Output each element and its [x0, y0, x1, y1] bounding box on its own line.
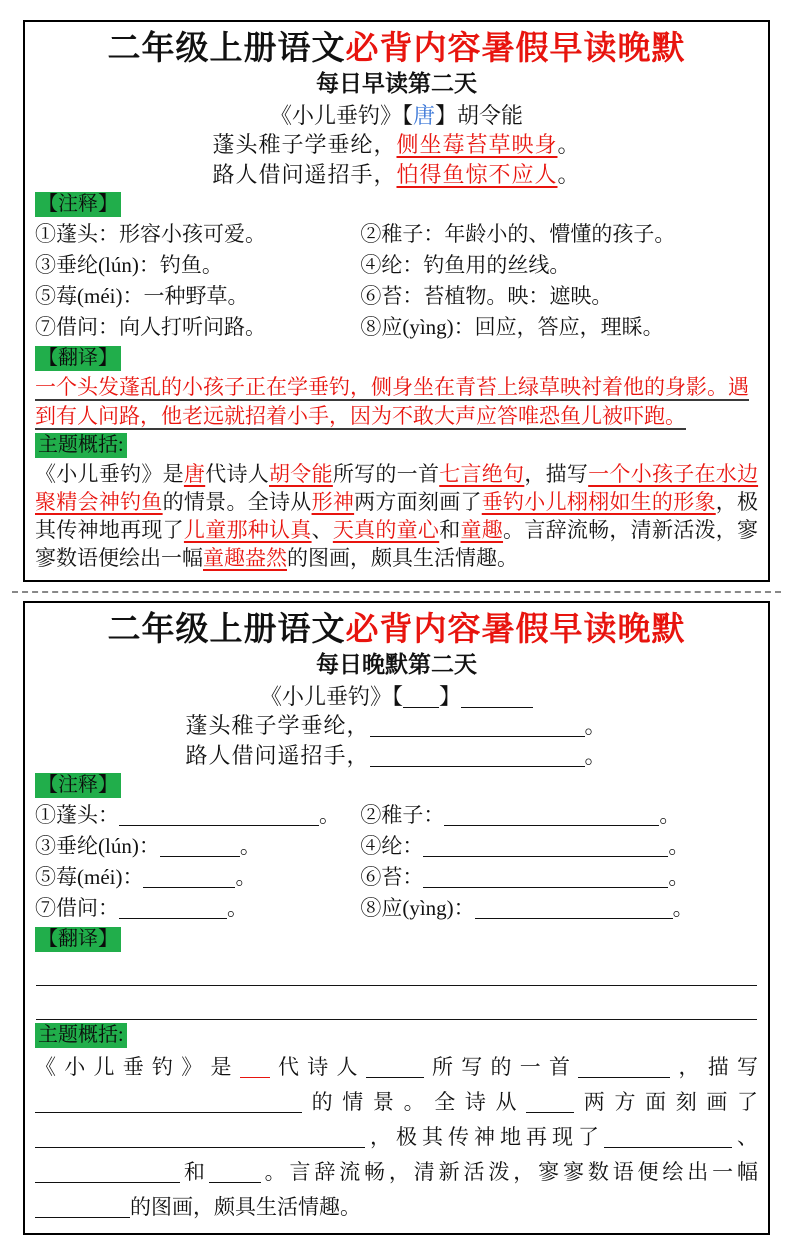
- worksheet-title-red: 必背内容暑假早读晚默: [345, 29, 686, 66]
- worksheet-title-black: 二年级上册语文: [107, 610, 346, 648]
- theme-section: [35, 430, 758, 572]
- note-item-blank: ④纶： 。: [360, 834, 690, 859]
- note-item-blank: ⑦借问： 。: [35, 896, 248, 921]
- poem-title: 《小儿垂钓》【 】: [35, 682, 758, 711]
- note-item: ⑦借问：向人打听问路。: [35, 315, 266, 340]
- translation-label-badge: 【翻译】: [35, 927, 121, 952]
- notes-section: [35, 770, 758, 924]
- note-item-blank: ③垂纶(lún)： 。: [35, 834, 261, 859]
- note-item-blank: ②稚子： 。: [360, 803, 681, 828]
- note-item-blank: ⑥苔： 。: [360, 865, 690, 890]
- evening-dictation-card: [23, 601, 770, 1235]
- morning-reading-card: [23, 20, 770, 582]
- notes-section: [35, 189, 758, 343]
- notes-grid: [35, 800, 758, 924]
- poem-line-1: 蓬头稚子学垂纶， 。: [185, 713, 608, 739]
- worksheet-title-red: 必背内容暑假早读晚默: [345, 610, 686, 648]
- note-item: ⑥苔：苔植物。映：遮映。: [360, 284, 613, 309]
- theme-paragraph: 《小儿垂钓》是唐代诗人胡令能所写的一首七言绝句，描写一个小孩子在水边聚精会神钓鱼的情景。全诗从形神两方面刻画了垂钓小儿栩栩如生的形象，极其传神地再现了儿童那种认真、天真的童心和童趣。言辞流畅，清新活泼，寥寥数语便绘出一幅童趣盎然的图画，颇具生活情趣。: [35, 462, 759, 571]
- day-subtitle: 每日早读第二天: [316, 70, 477, 97]
- theme-paragraph-blanks: 《小儿垂钓》是 代诗人 所写的一首 ，描写的情景。全诗从 两方面刻画了，极其传神地再现了 、和 。言辞流畅，清新活泼，寥寥数语便绘出一幅的图画，颇具生活情趣。: [35, 1055, 759, 1220]
- note-item: ⑧应(yìng)：回应，答应，理睬。: [360, 315, 664, 340]
- note-item-blank: ①蓬头： 。: [35, 803, 340, 828]
- note-item: ①蓬头：形容小孩可爱。: [35, 222, 266, 247]
- worksheet-title: [35, 609, 758, 649]
- translation-write-line-1: [36, 954, 757, 986]
- note-item: ⑤莓(méi)：一种野草。: [35, 284, 249, 309]
- theme-label-badge: 主题概括:: [35, 433, 127, 458]
- notes-label-badge: 【注释】: [35, 192, 121, 217]
- note-item-blank: ⑤莓(méi)： 。: [35, 865, 257, 890]
- section-divider: [12, 591, 781, 593]
- translation-label-badge: 【翻译】: [35, 346, 121, 371]
- worksheet-title: [35, 28, 758, 68]
- note-item: ④纶：钓鱼用的丝线。: [360, 253, 571, 278]
- translation-line-2: 到有人问路，他老远就招着小手，因为不敢大声应答唯恐鱼儿被吓跑。: [35, 403, 686, 428]
- note-item-blank: ⑧应(yìng)： 。: [360, 896, 694, 921]
- poem-line-2: 路人借问遥招手， 。: [185, 742, 608, 768]
- notes-grid: [35, 219, 758, 343]
- worksheet-title-black: 二年级上册语文: [107, 29, 346, 66]
- note-item: ②稚子：年龄小的、懵懂的孩子。: [360, 222, 676, 247]
- translation-line-1: 一个头发蓬乱的小孩子正在学垂钓，侧身坐在青苔上绿草映衬着他的身影。遇: [35, 375, 749, 400]
- translation-section: [35, 924, 758, 1020]
- theme-label-badge: 主题概括:: [35, 1023, 127, 1048]
- translation-write-line-2: [36, 986, 757, 1020]
- poem-line-1: 蓬头稚子学垂纶，侧坐莓苔草映身。: [212, 132, 581, 158]
- day-subtitle: 每日晚默第二天: [316, 651, 477, 678]
- theme-section: [35, 1020, 758, 1225]
- notes-label-badge: 【注释】: [35, 773, 121, 798]
- poem-title: 《小儿垂钓》【唐】胡令能: [269, 103, 524, 129]
- poem-line-2: 路人借问遥招手，怕得鱼惊不应人。: [212, 161, 581, 187]
- translation-section: [35, 343, 758, 430]
- note-item: ③垂纶(lún)：钓鱼。: [35, 253, 223, 278]
